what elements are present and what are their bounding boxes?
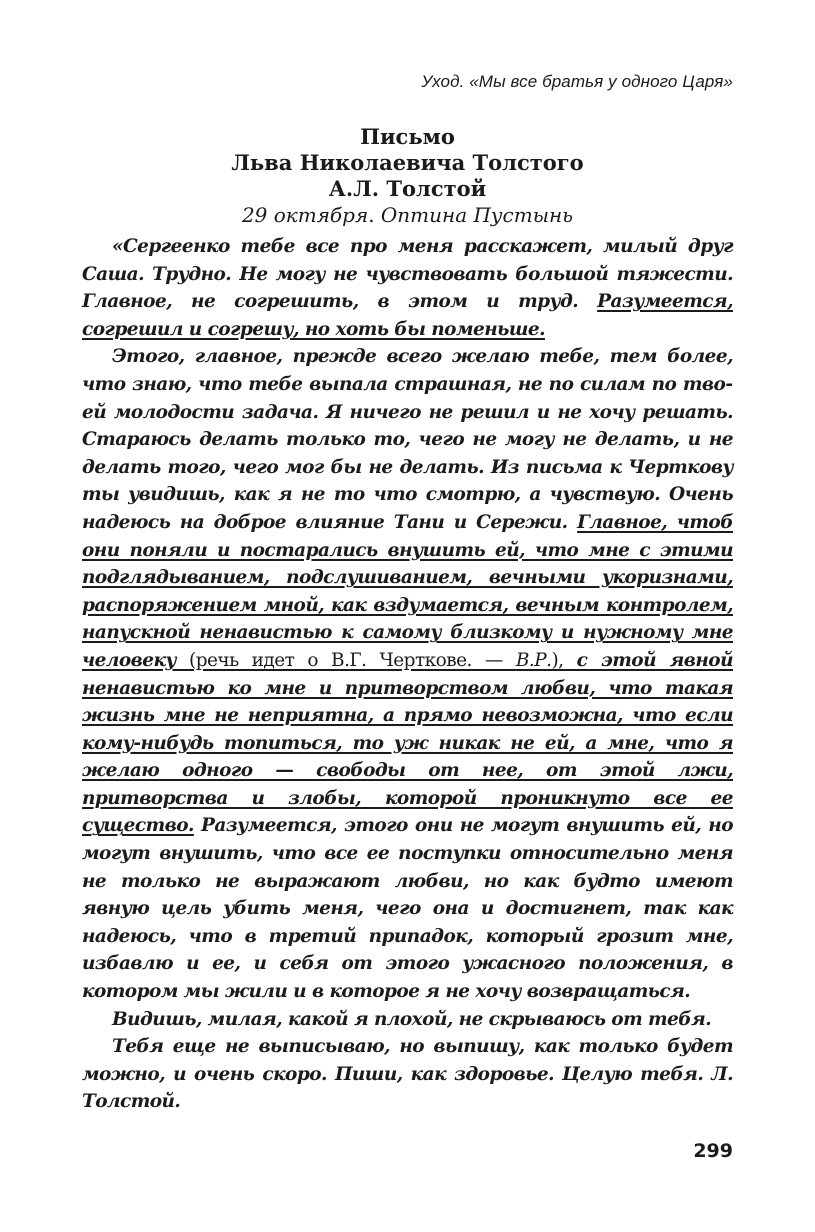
paragraph-4: Тебя еще не выписываю, но выпишу, как только будет можно, и очень скоро. Пиши, как здоровье. Целую тебя. Л. Толстой.	[82, 1036, 733, 1113]
paragraph-2-text-end: Разумеется, этого они не могут внушить ей, но могут внушить, что все ее поступки относительно меня не только не выражают любви, но как будто имеют явную цель убить меня, чего она и достигнет, так как надеюсь, что в третий припадок, который грозит мне, избавлю и ее, и себя от этого ужасного положения, в котором мы жили и в которое я не хочу возвращаться.	[82, 815, 733, 1003]
letter-body	[82, 233, 733, 1116]
paragraph-2-underlined-2: с этой явной ненавистью ко мне и притворством любви, что такая жизнь мне не неприятна, а прямо невозможна, что если кому-нибудь топиться, то уж никак не ей, а мне, что я желаю одного — свободы от нее, от этой лжи, притворства и злобы, которой проникнуто все ее существо.	[82, 649, 733, 837]
paragraph-2-underlined-1: Главное, чтоб они поняли и постарались внушить ей, что мне с этими подглядыванием, подслушиванием, вечными укоризнами, распоряжением мной, как вздумается, вечным контролем, напускной ненавистью к самому близкому и нужному мне человеку	[82, 511, 733, 671]
editor-note-text: (речь идет о В.Г. Черткове. —	[175, 649, 516, 671]
paragraph-2-text-start: Этого, главное, прежде всего желаю тебе, тем более, что знаю, что тебе выпала страшная, не по силам по твоей молодости задача. Я ничего не решил и не хочу решать. Стараюсь делать только то, чего не могу не делать, и не делать того, чего мог бы не делать. Из письма к Черткову ты увидишь, как я не то что смотрю, а чувствую. Очень надеюсь на доброе влияние Тани и Сережи.	[82, 346, 733, 533]
paragraph-2	[82, 343, 733, 1005]
page-number: 299	[693, 1140, 733, 1162]
paragraph-3: Видишь, милая, какой я плохой, не скрываюсь от тебя.	[112, 1008, 712, 1030]
editor-note-initials: В.Р.	[515, 649, 552, 671]
paragraph-1-underlined: Разумеется, согрешил и согрешу, но хоть бы поменьше.	[82, 291, 733, 340]
title-line-2: Льва Николаевича Толстого	[231, 150, 584, 175]
editor-note	[176, 650, 577, 671]
title-line-1: Письмо	[360, 124, 455, 149]
running-head: Уход. «Мы все братья у одного Царя»	[421, 72, 733, 91]
editor-note-close: ),	[551, 649, 577, 671]
paragraph-1	[82, 233, 733, 343]
dateline: 29 октября. Оптина Пустынь	[241, 203, 574, 227]
title-line-3: А.Л. Толстой	[328, 176, 487, 201]
paragraph-1-text: «Сергеенко тебе все про меня расскажет, милый друг Саша. Трудно. Не могу не чувствовать большой тяжести. Главное, не согрешить, в этом и труд.	[82, 236, 733, 313]
letter-title-block	[82, 124, 733, 228]
